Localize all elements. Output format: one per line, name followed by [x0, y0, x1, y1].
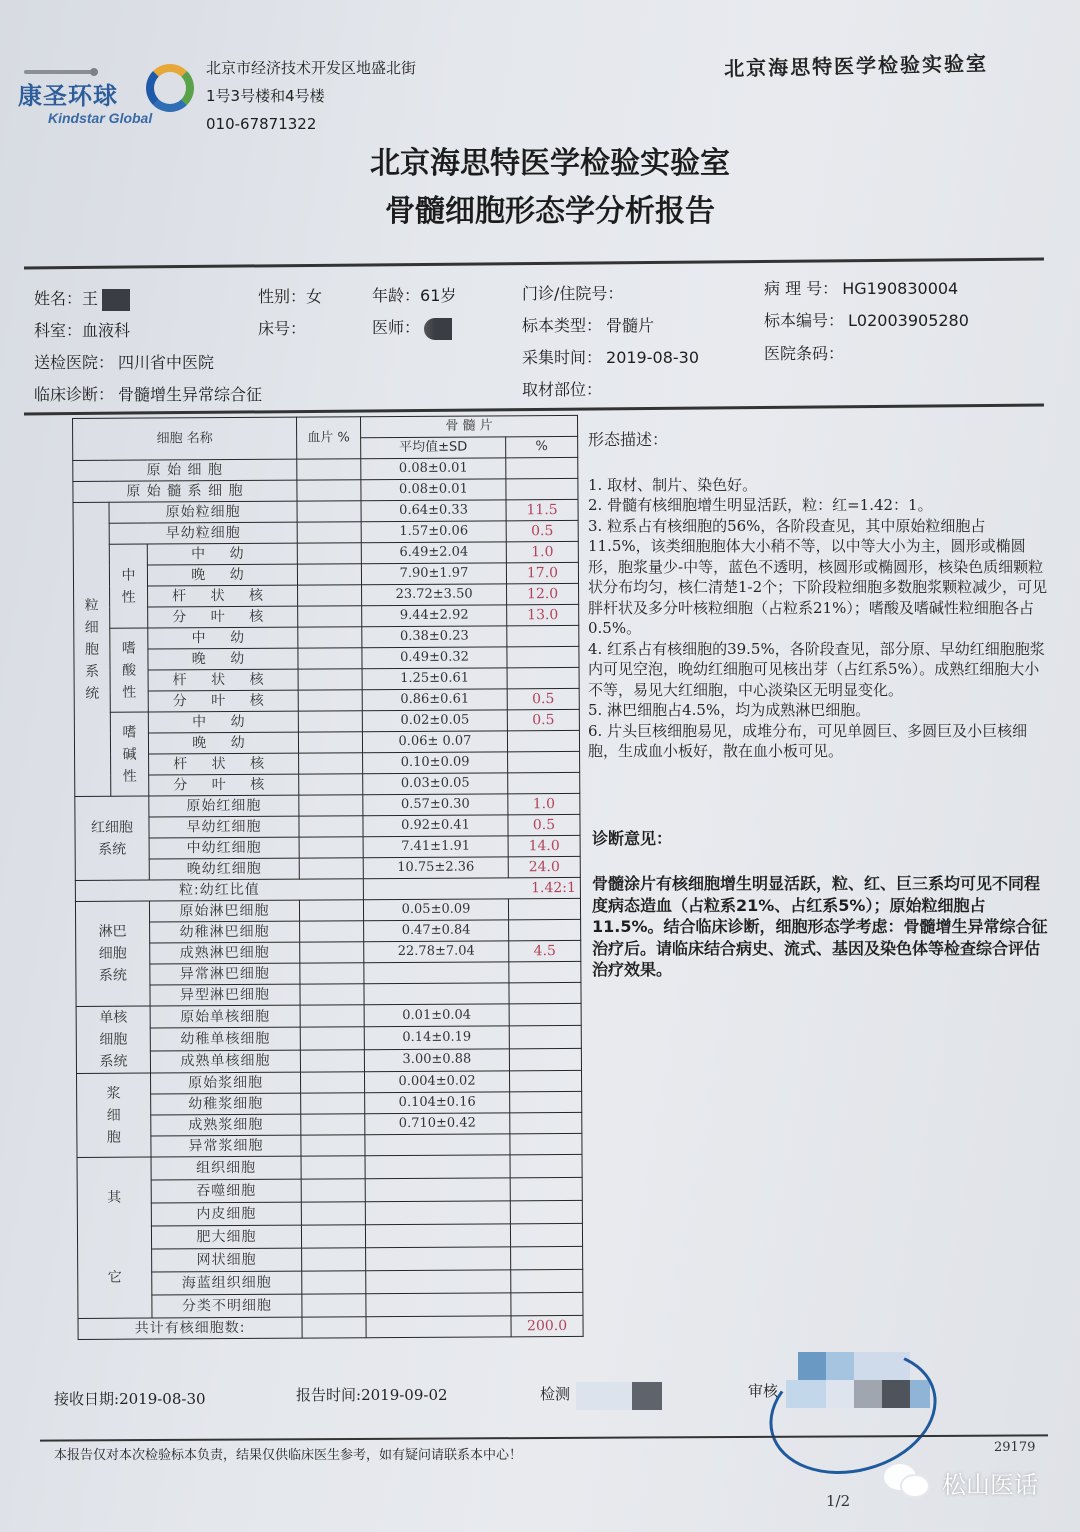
morphology-item-5: 5. 淋巴细胞占4.5%，均为成熟淋巴细胞。 [588, 701, 871, 719]
table-row: 早幼粒细胞 1.57±0.06 0.5 [73, 520, 578, 544]
table-row: 成熟浆细胞 0.710±0.42 [77, 1112, 582, 1136]
table-row: 原 始 髓 系 细 胞 0.08±0.01 [73, 478, 578, 502]
table-row: 幼稚单核细胞 0.14±0.19 [76, 1026, 581, 1051]
report-title: 北京海思特医学检验实验室 [370, 146, 730, 181]
header-cell-name: 细胞 名称 [73, 417, 297, 460]
logo-ring-icon [146, 64, 194, 112]
specimen-number: 标本编号： L02003905280 [764, 311, 969, 330]
document-code: 29179 [994, 1440, 1036, 1455]
staple-mark [24, 70, 94, 74]
hospital-barcode: 医院条码： [764, 344, 845, 363]
table-row: 嗜碱性 中 幼 0.02±0.05 0.5 [74, 709, 579, 733]
table-row: 其它 组织细胞 [77, 1154, 582, 1180]
redacted-signature [632, 1382, 662, 1410]
header-blood-smear: 血片 % [296, 417, 360, 459]
table-row: 粒细胞系统 原始粒细胞 0.64±0.33 11.5 [73, 499, 578, 523]
table-row: 幼稚淋巴细胞 0.47±0.84 [76, 919, 581, 943]
department: 科室：血液科 [34, 321, 131, 340]
ratio-row: 粒:幼红比值 1.42:1 [75, 877, 580, 901]
table-row: 杆 状 核 23.72±3.50 12.0 [74, 583, 579, 607]
receive-date: 接收日期:2019-08-30 [54, 1390, 206, 1408]
disclaimer: 本报告仅对本次检验标本负责，结果仅供临床医生参考，如有疑问请联系本中心！ [54, 1448, 523, 1463]
table-row: 原 始 细 胞 0.08±0.01 [73, 457, 578, 481]
collection-time: 采集时间： 2019-08-30 [522, 348, 699, 367]
total-row: 共计有核细胞数: 200.0 [78, 1315, 583, 1339]
redacted-signature [576, 1382, 632, 1410]
tested-by: 检测 [540, 1385, 571, 1403]
logo-chinese: 康圣环球 [18, 82, 118, 110]
morphology-item-4: 4. 红系占有核细胞的39.5%，各阶段查见，部分原、早幼红细胞胞浆内可见空泡，晚幼红细胞可见核出芽（占红系5%）。成熟红细胞大小不等，易见大红细胞，中心淡染区无明显变化。 [588, 639, 1045, 699]
table-row: 分类不明细胞 [78, 1292, 583, 1318]
subgroup-eosinophil: 嗜酸性 [110, 628, 149, 712]
redacted-block [424, 318, 452, 340]
divider-mid [24, 404, 1044, 416]
report-time: 报告时间:2019-09-02 [296, 1386, 448, 1404]
table-row: 吞噬细胞 [77, 1177, 582, 1203]
morphology-item-6: 6. 片头巨核细胞易见，成堆分布，可见单圆巨、多圆巨及小巨核细胞，生成血小板好，散在血小板可见。 [588, 721, 1028, 760]
morphology-item-1: 1. 取材、制片、染色好。 [588, 475, 758, 494]
wechat-icon [884, 1464, 936, 1500]
morphology-section [588, 430, 1048, 762]
table-row: 异型淋巴细胞 [76, 982, 581, 1006]
table-row: 单核细胞系统 原始单核细胞 0.01±0.04 [76, 1003, 581, 1028]
diagnosis-heading: 诊断意见： [592, 829, 673, 848]
clinical-diagnosis: 临床诊断： 骨髓增生异常综合征 [34, 385, 263, 404]
page-number: 1/2 [826, 1492, 851, 1510]
header-marrow: 骨 髓 片 [360, 415, 577, 437]
table-row: 肥大细胞 [77, 1223, 582, 1249]
table-row: 杆 状 核 1.25±0.61 [74, 667, 579, 691]
subgroup-neutrophil: 中性 [109, 544, 148, 628]
group-erythroid: 红细胞系统 [75, 796, 150, 880]
table-row: 中性 中 幼 6.49±2.04 1.0 [73, 541, 578, 565]
address-line-2: 1号3号楼和4号楼 [206, 87, 325, 105]
table-row: 晚 幼 7.90±1.97 17.0 [73, 562, 578, 586]
table-row: 红细胞系统 原始红细胞 0.57±0.30 1.0 [75, 793, 580, 817]
table-row: 内皮细胞 [77, 1200, 582, 1226]
report-subtitle: 骨髓细胞形态学分析报告 [385, 194, 715, 229]
patient-age: 年龄：61岁 [372, 286, 457, 305]
table-row: 杆 状 核 0.10±0.09 [75, 751, 580, 775]
patient-name: 姓名：王 [34, 286, 130, 311]
reviewed-by: 审核 [748, 1382, 779, 1400]
group-granulocyte: 粒细胞系统 [73, 502, 111, 796]
group-monocyte: 单核细胞系统 [76, 1006, 150, 1073]
redacted-block [102, 289, 130, 311]
sampling-site: 取材部位： [522, 380, 603, 399]
table-row: 晚 幼 0.49±0.32 [74, 646, 579, 670]
diagnosis-section [592, 826, 1052, 981]
group-plasma: 浆细胞 [77, 1073, 152, 1157]
morphology-heading: 形态描述： [588, 430, 669, 449]
divider-top [24, 258, 1044, 270]
table-row: 分 叶 核 0.03±0.05 [75, 772, 580, 796]
table-row: 嗜酸性 中 幼 0.38±0.23 [74, 625, 579, 649]
specimen-type: 标本类型： 骨髓片 [522, 316, 655, 335]
patient-sex: 性别：女 [258, 287, 323, 306]
table-row: 晚幼红细胞 10.75±2.36 24.0 [75, 856, 580, 880]
doctor: 医师： [372, 315, 452, 340]
table-row: 海蓝组织细胞 [78, 1269, 583, 1295]
bed-number: 床号： [258, 319, 307, 338]
table-row: 异常淋巴细胞 [76, 961, 581, 985]
header-mean-sd: 平均值±SD [361, 437, 506, 459]
kindstar-logo [18, 52, 198, 132]
subgroup-basophil: 嗜碱性 [110, 712, 149, 796]
lab-name-top-right: 北京海思特医学检验实验室 [723, 51, 989, 81]
table-row: 分 叶 核 0.86±0.61 0.5 [74, 688, 579, 712]
table-row: 幼稚浆细胞 0.104±0.16 [77, 1091, 582, 1115]
diagnosis-text: 骨髓涂片有核细胞增生明显活跃，粒、红、巨三系均可见不同程度病态造血（占粒系21%、占红系5%）；原始粒细胞占11.5%。结合临床诊断，细胞形态学考虑：骨髓增生异常综合征治疗后。请临床结合病史、流式、基因及染色体等检查综合评估治疗效果。 [592, 874, 1048, 979]
watermark-text: 松山医话 [942, 1470, 1038, 1499]
lab-address [206, 54, 416, 138]
sending-hospital: 送检医院： 四川省中医院 [34, 353, 215, 372]
table-row: 成熟单核细胞 3.00±0.88 [76, 1048, 581, 1073]
table-row: 异常浆细胞 [77, 1133, 582, 1157]
morphology-item-2: 2. 骨髓有核细胞增生明显活跃，粒：红=1.42：1。 [588, 496, 933, 514]
logo-english: Kindstar Global [48, 110, 153, 126]
pathology-number: 病 理 号： HG190830004 [764, 279, 959, 298]
wechat-watermark [884, 1464, 1038, 1500]
table-row: 成熟淋巴细胞 22.78±7.04 4.5 [76, 940, 581, 964]
table-row: 分 叶 核 9.44±2.92 13.0 [74, 604, 579, 628]
cell-count-table [72, 415, 583, 1340]
table-row: 浆细胞 原始浆细胞 0.004±0.02 [77, 1070, 582, 1094]
header-pct: % [506, 436, 578, 457]
table-row: 淋巴细胞系统 原始淋巴细胞 0.05±0.09 [75, 898, 580, 922]
phone-number: 010-67871322 [206, 115, 317, 133]
group-other: 其它 [77, 1157, 152, 1318]
table-row: 中幼红细胞 7.41±1.91 14.0 [75, 835, 580, 859]
table-row: 晚 幼 0.06± 0.07 [74, 730, 579, 754]
clinic-number: 门诊/住院号： [522, 284, 624, 303]
group-lymphocyte: 淋巴细胞系统 [75, 901, 150, 1006]
table-row: 早幼红细胞 0.92±0.41 0.5 [75, 814, 580, 838]
morphology-item-3: 3. 粒系占有核细胞的56%，各阶段查见，其中原始粒细胞占11.5%，该类细胞胞体大小稍不等，以中等大小为主，圆形或椭圆形，胞浆量少-中等，蓝色不透明，核圆形或椭圆形，核染色质细颗粒状分布均匀，核仁清楚1-2个；下阶段粒细胞多数胞浆颗粒减少，可见胖杆状及多分叶核粒细胞（占粒系21%）；嗜酸及嗜碱性粒细胞各占0.5%。 [588, 516, 1048, 637]
table-row: 网状细胞 [78, 1246, 583, 1272]
address-line-1: 北京市经济技术开发区地盛北街 [206, 59, 417, 77]
